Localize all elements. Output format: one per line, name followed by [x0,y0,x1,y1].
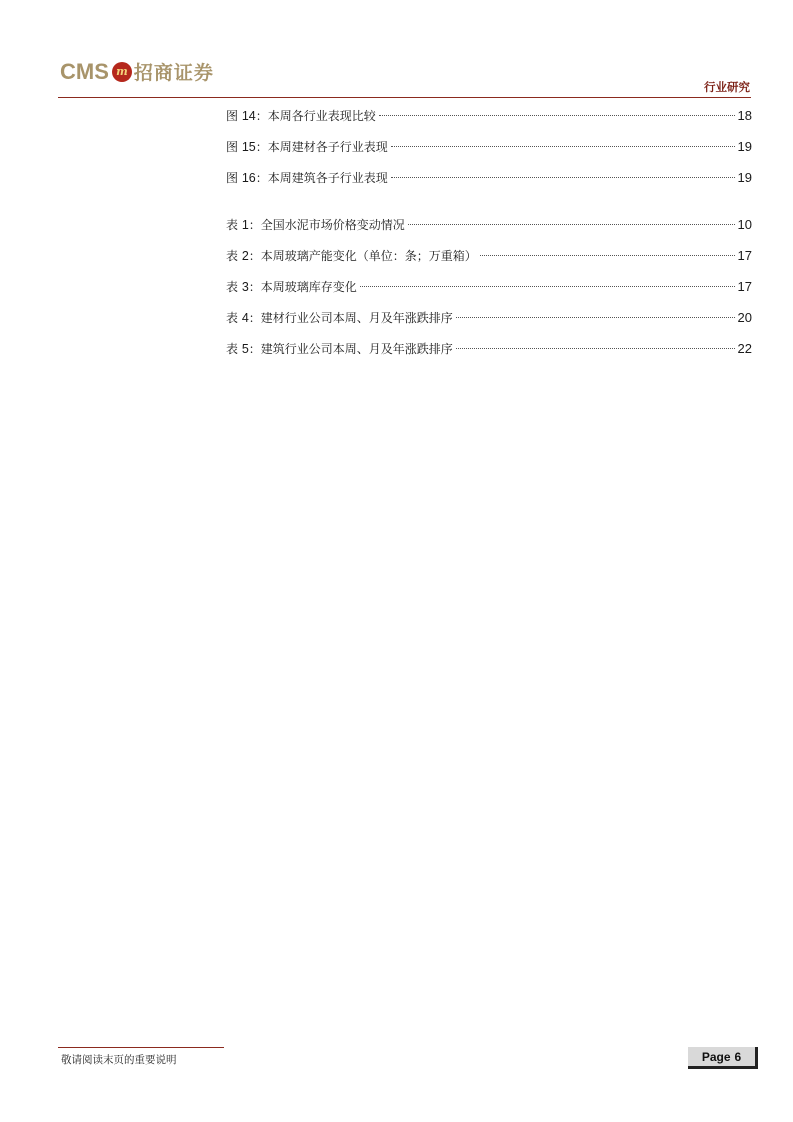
toc-entry[interactable] [226,277,752,308]
toc-number: 14 [241,109,256,123]
section-label: 行业研究 [704,80,750,94]
toc-page-number: 20 [737,310,752,325]
page-header [0,0,793,100]
toc-title: ：本周玻璃库存变化 [248,280,357,294]
toc-entry[interactable] [226,215,752,246]
toc-title: ：本周各行业表现比较 [255,109,376,123]
leader-dots [391,146,735,147]
section-gap [226,199,752,215]
toc-prefix: 图 [226,140,242,154]
toc-number: 2 [241,249,249,263]
toc-prefix: 表 [226,280,242,294]
toc-title: ：本周建材各子行业表现 [255,140,388,154]
toc-title: ：全国水泥市场价格变动情况 [248,218,405,232]
leader-dots [391,177,735,178]
toc-number: 15 [241,140,256,154]
toc-entry[interactable] [226,106,752,137]
toc-number: 5 [241,342,249,356]
footer-divider [58,1047,224,1048]
leader-dots [408,224,735,225]
leader-dots [456,317,735,318]
toc-title: ：本周建筑各子行业表现 [255,171,388,185]
page-indicator [688,1047,758,1069]
toc-title: ：建筑行业公司本周、月及年涨跌排序 [248,342,453,356]
toc-page-number: 19 [737,170,752,185]
toc-number: 1 [241,218,249,232]
toc-entry[interactable] [226,246,752,277]
toc-number: 4 [241,311,249,325]
toc-entry[interactable] [226,308,752,339]
toc-entry[interactable] [226,137,752,168]
toc-title: ：建材行业公司本周、月及年涨跌排序 [248,311,453,325]
table-of-contents [226,106,752,370]
figure-list [226,106,752,199]
leader-dots [456,348,735,349]
toc-page-number: 10 [737,217,752,232]
toc-entry[interactable] [226,168,752,199]
toc-page-number: 17 [737,248,752,263]
toc-page-number: 22 [737,341,752,356]
page-label: Page [701,1049,731,1064]
logo-chinese-name: 招商证券 [133,62,214,84]
page-number: 6 [734,1049,742,1064]
footer-disclaimer: 敬请阅读末页的重要说明 [61,1054,177,1066]
toc-page-number: 17 [737,279,752,294]
leader-dots [480,255,735,256]
toc-page-number: 18 [737,108,752,123]
header-divider [58,97,751,98]
toc-entry[interactable] [226,339,752,370]
logo-text: CMS [60,58,109,84]
toc-prefix: 表 [226,311,242,325]
toc-prefix: 表 [226,249,242,263]
table-list [226,215,752,370]
toc-page-number: 19 [737,139,752,154]
toc-number: 3 [241,280,249,294]
toc-title: ：本周玻璃产能变化（单位：条；万重箱） [248,249,477,263]
toc-prefix: 图 [226,109,242,123]
toc-prefix: 表 [226,218,242,232]
toc-number: 16 [241,171,256,185]
toc-prefix: 图 [226,171,242,185]
cms-logo [60,58,214,85]
leader-dots [360,286,735,287]
leader-dots [379,115,735,116]
logo-badge-icon: m [112,62,132,82]
toc-prefix: 表 [226,342,242,356]
